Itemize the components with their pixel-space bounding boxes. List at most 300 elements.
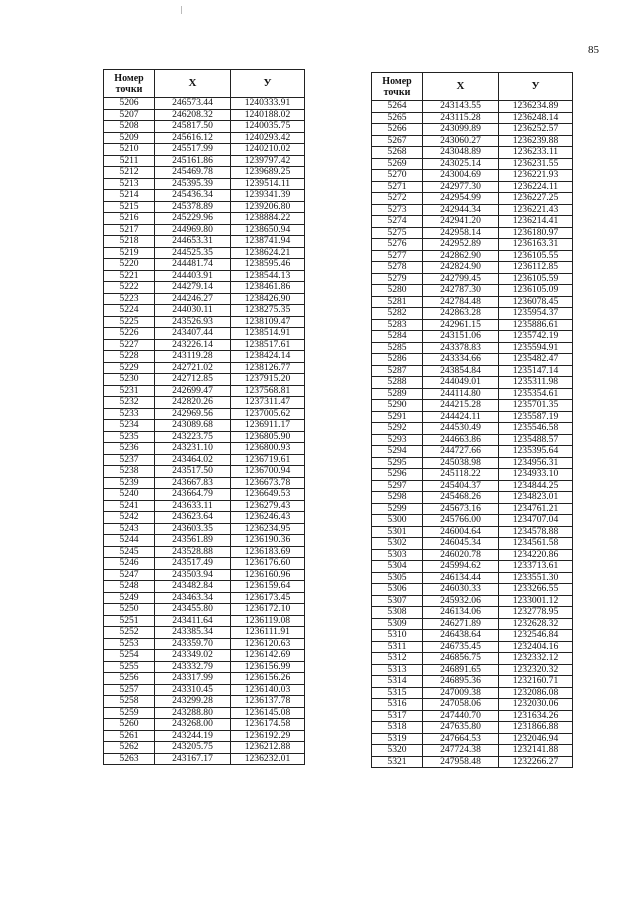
x-coordinate-cell: 247724.38: [423, 745, 499, 757]
table-row: [104, 650, 305, 662]
x-coordinate-cell: 246020.78: [423, 549, 499, 561]
y-coordinate-cell: 1235546.58: [499, 423, 573, 435]
point-number-cell: 5263: [104, 753, 155, 765]
y-coordinate-cell: 1236232.01: [231, 753, 305, 765]
table-row: [372, 227, 573, 239]
y-coordinate-cell: 1233001.12: [499, 595, 573, 607]
table-row: [104, 351, 305, 363]
x-coordinate-cell: 246891.65: [423, 664, 499, 676]
table-row: [372, 250, 573, 262]
point-number-cell: 5249: [104, 592, 155, 604]
y-coordinate-cell: 1239797.42: [231, 155, 305, 167]
table-row: [104, 213, 305, 225]
point-number-cell: 5273: [372, 204, 423, 216]
table-row: [104, 443, 305, 455]
point-number-cell: 5285: [372, 342, 423, 354]
y-coordinate-cell: 1236105.59: [499, 273, 573, 285]
table-row: [372, 733, 573, 745]
y-coordinate-cell: 1234761.21: [499, 503, 573, 515]
y-coordinate-cell: 1237311.47: [231, 397, 305, 409]
point-number-cell: 5253: [104, 638, 155, 650]
table-row: [104, 247, 305, 259]
x-coordinate-cell: 243268.00: [155, 719, 231, 731]
x-coordinate-cell: 242784.48: [423, 296, 499, 308]
x-coordinate-cell: 245118.22: [423, 469, 499, 481]
table-row: [104, 339, 305, 351]
x-coordinate-cell: 244530.49: [423, 423, 499, 435]
x-coordinate-cell: 242977.30: [423, 181, 499, 193]
x-coordinate-cell: 245378.89: [155, 201, 231, 213]
point-number-cell: 5239: [104, 477, 155, 489]
x-coordinate-cell: 242944.34: [423, 204, 499, 216]
point-number-cell: 5292: [372, 423, 423, 435]
point-number-cell: 5250: [104, 604, 155, 616]
point-number-cell: 5262: [104, 742, 155, 754]
y-coordinate-cell: 1235701.35: [499, 400, 573, 412]
point-number-cell: 5274: [372, 216, 423, 228]
table-header-row: [104, 70, 305, 98]
point-number-cell: 5302: [372, 538, 423, 550]
table-row: [104, 328, 305, 340]
table-row: [104, 684, 305, 696]
x-coordinate-cell: 243310.45: [155, 684, 231, 696]
x-coordinate-cell: 242799.45: [423, 273, 499, 285]
point-number-cell: 5290: [372, 400, 423, 412]
table-row: [104, 397, 305, 409]
y-coordinate-cell: 1236174.58: [231, 719, 305, 731]
point-number-cell: 5209: [104, 132, 155, 144]
x-coordinate-cell: 244030.11: [155, 305, 231, 317]
x-coordinate-cell: 247058.06: [423, 699, 499, 711]
y-coordinate-cell: 1232628.32: [499, 618, 573, 630]
y-coordinate-cell: 1232404.16: [499, 641, 573, 653]
y-coordinate-cell: 1236140.03: [231, 684, 305, 696]
point-number-cell: 5208: [104, 121, 155, 133]
point-number-cell: 5244: [104, 535, 155, 547]
x-coordinate-cell: 244727.66: [423, 446, 499, 458]
y-coordinate-cell: 1235742.19: [499, 331, 573, 343]
table-row: [104, 661, 305, 673]
x-coordinate-cell: 242969.56: [155, 408, 231, 420]
y-coordinate-cell: 1240333.91: [231, 98, 305, 110]
y-coordinate-cell: 1236183.69: [231, 546, 305, 558]
point-number-cell: 5280: [372, 285, 423, 297]
point-number-cell: 5315: [372, 687, 423, 699]
table-row: [104, 512, 305, 524]
header-x: X: [423, 73, 499, 101]
table-row: [372, 538, 573, 550]
x-coordinate-cell: 243463.34: [155, 592, 231, 604]
table-row: [372, 342, 573, 354]
table-row: [104, 454, 305, 466]
table-row: [104, 500, 305, 512]
point-number-cell: 5225: [104, 316, 155, 328]
point-number-cell: 5318: [372, 722, 423, 734]
x-coordinate-cell: 244525.35: [155, 247, 231, 259]
x-coordinate-cell: 243205.75: [155, 742, 231, 754]
point-number-cell: 5282: [372, 308, 423, 320]
x-coordinate-cell: 246438.64: [423, 630, 499, 642]
table-row: [372, 722, 573, 734]
table-row: [372, 584, 573, 596]
scan-artifact: [181, 6, 182, 14]
y-coordinate-cell: 1231634.26: [499, 710, 573, 722]
y-coordinate-cell: 1235594.91: [499, 342, 573, 354]
table-row: [104, 385, 305, 397]
y-coordinate-cell: 1234933.10: [499, 469, 573, 481]
y-coordinate-cell: 1236234.89: [499, 101, 573, 113]
table-row: [372, 641, 573, 653]
x-coordinate-cell: 243517.49: [155, 558, 231, 570]
x-coordinate-cell: 243407.44: [155, 328, 231, 340]
table-row: [104, 753, 305, 765]
table-row: [104, 730, 305, 742]
point-number-cell: 5291: [372, 411, 423, 423]
y-coordinate-cell: 1234823.01: [499, 492, 573, 504]
point-number-cell: 5298: [372, 492, 423, 504]
x-coordinate-cell: 246856.75: [423, 653, 499, 665]
table-row: [372, 710, 573, 722]
y-coordinate-cell: 1235482.47: [499, 354, 573, 366]
y-coordinate-cell: 1232778.95: [499, 607, 573, 619]
table-row: [372, 365, 573, 377]
y-coordinate-cell: 1236172.10: [231, 604, 305, 616]
point-number-cell: 5220: [104, 259, 155, 271]
y-coordinate-cell: 1234844.25: [499, 480, 573, 492]
page-number: 85: [588, 44, 599, 56]
y-coordinate-cell: 1238424.14: [231, 351, 305, 363]
x-coordinate-cell: 246573.44: [155, 98, 231, 110]
y-coordinate-cell: 1236159.64: [231, 581, 305, 593]
point-number-cell: 5213: [104, 178, 155, 190]
y-coordinate-cell: 1236119.08: [231, 615, 305, 627]
x-coordinate-cell: 243167.17: [155, 753, 231, 765]
table-row: [104, 408, 305, 420]
y-coordinate-cell: 1236145.08: [231, 707, 305, 719]
table-row: [372, 112, 573, 124]
point-number-cell: 5235: [104, 431, 155, 443]
table-row: [104, 523, 305, 535]
table-row: [104, 259, 305, 271]
table-row: [104, 673, 305, 685]
point-number-cell: 5283: [372, 319, 423, 331]
x-coordinate-cell: 247009.38: [423, 687, 499, 699]
y-coordinate-cell: 1234707.04: [499, 515, 573, 527]
y-coordinate-cell: 1236176.60: [231, 558, 305, 570]
y-coordinate-cell: 1236105.55: [499, 250, 573, 262]
x-coordinate-cell: 243317.99: [155, 673, 231, 685]
point-number-cell: 5234: [104, 420, 155, 432]
x-coordinate-cell: 243603.35: [155, 523, 231, 535]
y-coordinate-cell: 1233713.61: [499, 561, 573, 573]
table-row: [104, 638, 305, 650]
x-coordinate-cell: 242787.30: [423, 285, 499, 297]
x-coordinate-cell: 244663.86: [423, 434, 499, 446]
point-number-cell: 5214: [104, 190, 155, 202]
y-coordinate-cell: 1236137.78: [231, 696, 305, 708]
y-coordinate-cell: 1238741.94: [231, 236, 305, 248]
x-coordinate-cell: 243048.89: [423, 147, 499, 159]
table-row: [372, 469, 573, 481]
y-coordinate-cell: 1237568.81: [231, 385, 305, 397]
y-coordinate-cell: 1236163.31: [499, 239, 573, 251]
y-coordinate-cell: 1236248.14: [499, 112, 573, 124]
x-coordinate-cell: 243231.10: [155, 443, 231, 455]
y-coordinate-cell: 1236252.57: [499, 124, 573, 136]
point-number-cell: 5265: [372, 112, 423, 124]
x-coordinate-cell: 244424.11: [423, 411, 499, 423]
x-coordinate-cell: 245932.06: [423, 595, 499, 607]
table-row: [104, 546, 305, 558]
table-row: [372, 262, 573, 274]
y-coordinate-cell: 1236246.43: [231, 512, 305, 524]
point-number-cell: 5228: [104, 351, 155, 363]
y-coordinate-cell: 1236649.53: [231, 489, 305, 501]
x-coordinate-cell: 245229.96: [155, 213, 231, 225]
point-number-cell: 5312: [372, 653, 423, 665]
table-row: [372, 193, 573, 205]
table-row: [372, 308, 573, 320]
y-coordinate-cell: 1236173.45: [231, 592, 305, 604]
y-coordinate-cell: 1236719.61: [231, 454, 305, 466]
y-coordinate-cell: 1236160.96: [231, 569, 305, 581]
table-row: [104, 707, 305, 719]
x-coordinate-cell: 243060.27: [423, 135, 499, 147]
x-coordinate-cell: 244481.74: [155, 259, 231, 271]
table-row: [104, 696, 305, 708]
x-coordinate-cell: 243332.79: [155, 661, 231, 673]
x-coordinate-cell: 242961.15: [423, 319, 499, 331]
y-coordinate-cell: 1239514.11: [231, 178, 305, 190]
y-coordinate-cell: 1236805.90: [231, 431, 305, 443]
y-coordinate-cell: 1234220.86: [499, 549, 573, 561]
y-coordinate-cell: 1236221.43: [499, 204, 573, 216]
point-number-cell: 5287: [372, 365, 423, 377]
table-row: [372, 411, 573, 423]
y-coordinate-cell: 1236233.11: [499, 147, 573, 159]
y-coordinate-cell: 1236279.43: [231, 500, 305, 512]
x-coordinate-cell: 245468.26: [423, 492, 499, 504]
table-row: [104, 316, 305, 328]
point-number-cell: 5281: [372, 296, 423, 308]
y-coordinate-cell: 1234956.31: [499, 457, 573, 469]
table-row: [372, 664, 573, 676]
point-number-cell: 5224: [104, 305, 155, 317]
table-row: [372, 480, 573, 492]
x-coordinate-cell: 244246.27: [155, 293, 231, 305]
table-row: [372, 503, 573, 515]
table-row: [372, 377, 573, 389]
table-row: [104, 109, 305, 121]
x-coordinate-cell: 246271.89: [423, 618, 499, 630]
x-coordinate-cell: 245469.78: [155, 167, 231, 179]
point-number-cell: 5255: [104, 661, 155, 673]
point-number-cell: 5210: [104, 144, 155, 156]
y-coordinate-cell: 1239689.25: [231, 167, 305, 179]
table-row: [372, 699, 573, 711]
x-coordinate-cell: 243633.11: [155, 500, 231, 512]
table-row: [372, 181, 573, 193]
table-row: [104, 190, 305, 202]
point-number-cell: 5269: [372, 158, 423, 170]
y-coordinate-cell: 1238544.13: [231, 270, 305, 282]
x-coordinate-cell: 245616.12: [155, 132, 231, 144]
y-coordinate-cell: 1235587.19: [499, 411, 573, 423]
x-coordinate-cell: 243223.75: [155, 431, 231, 443]
table-row: [372, 572, 573, 584]
point-number-cell: 5316: [372, 699, 423, 711]
table-row: [104, 305, 305, 317]
table-row: [104, 581, 305, 593]
x-coordinate-cell: 246045.34: [423, 538, 499, 550]
x-coordinate-cell: 246208.32: [155, 109, 231, 121]
table-row: [104, 742, 305, 754]
point-number-cell: 5206: [104, 98, 155, 110]
y-coordinate-cell: 1236911.17: [231, 420, 305, 432]
y-coordinate-cell: 1237915.20: [231, 374, 305, 386]
table-row: [372, 135, 573, 147]
point-number-cell: 5268: [372, 147, 423, 159]
y-coordinate-cell: 1235954.37: [499, 308, 573, 320]
point-number-cell: 5233: [104, 408, 155, 420]
y-coordinate-cell: 1240293.42: [231, 132, 305, 144]
x-coordinate-cell: 245994.62: [423, 561, 499, 573]
y-coordinate-cell: 1236105.09: [499, 285, 573, 297]
table-row: [372, 354, 573, 366]
point-number-cell: 5226: [104, 328, 155, 340]
x-coordinate-cell: 243411.64: [155, 615, 231, 627]
x-coordinate-cell: 243151.06: [423, 331, 499, 343]
table-row: [372, 147, 573, 159]
point-number-cell: 5232: [104, 397, 155, 409]
y-coordinate-cell: 1239206.80: [231, 201, 305, 213]
coordinates-table-right: [371, 72, 573, 768]
y-coordinate-cell: 1236221.93: [499, 170, 573, 182]
point-number-cell: 5259: [104, 707, 155, 719]
y-coordinate-cell: 1240035.75: [231, 121, 305, 133]
table-row: [372, 204, 573, 216]
table-row: [372, 101, 573, 113]
table-row: [372, 388, 573, 400]
point-number-cell: 5236: [104, 443, 155, 455]
y-coordinate-cell: 1232546.84: [499, 630, 573, 642]
point-number-cell: 5247: [104, 569, 155, 581]
table-row: [104, 144, 305, 156]
table-row: [104, 420, 305, 432]
y-coordinate-cell: 1236234.95: [231, 523, 305, 535]
table-row: [104, 121, 305, 133]
point-number-cell: 5267: [372, 135, 423, 147]
y-coordinate-cell: 1236231.55: [499, 158, 573, 170]
table-row: [104, 98, 305, 110]
x-coordinate-cell: 245038.98: [423, 457, 499, 469]
y-coordinate-cell: 1238650.94: [231, 224, 305, 236]
table-row: [372, 492, 573, 504]
y-coordinate-cell: 1238514.91: [231, 328, 305, 340]
x-coordinate-cell: 243143.55: [423, 101, 499, 113]
point-number-cell: 5310: [372, 630, 423, 642]
table-row: [104, 167, 305, 179]
point-number-cell: 5314: [372, 676, 423, 688]
table-row: [372, 124, 573, 136]
y-coordinate-cell: 1235354.61: [499, 388, 573, 400]
x-coordinate-cell: 242699.47: [155, 385, 231, 397]
y-coordinate-cell: 1238426.90: [231, 293, 305, 305]
x-coordinate-cell: 243482.84: [155, 581, 231, 593]
y-coordinate-cell: 1232141.88: [499, 745, 573, 757]
y-coordinate-cell: 1232046.94: [499, 733, 573, 745]
y-coordinate-cell: 1232030.06: [499, 699, 573, 711]
point-number-cell: 5223: [104, 293, 155, 305]
table-row: [372, 434, 573, 446]
point-number-cell: 5295: [372, 457, 423, 469]
point-number-cell: 5243: [104, 523, 155, 535]
point-number-cell: 5321: [372, 756, 423, 768]
point-number-cell: 5304: [372, 561, 423, 573]
y-coordinate-cell: 1232320.32: [499, 664, 573, 676]
x-coordinate-cell: 246004.64: [423, 526, 499, 538]
x-coordinate-cell: 243854.84: [423, 365, 499, 377]
point-number-cell: 5284: [372, 331, 423, 343]
table-row: [104, 282, 305, 294]
table-row: [372, 216, 573, 228]
point-number-cell: 5211: [104, 155, 155, 167]
point-number-cell: 5252: [104, 627, 155, 639]
y-coordinate-cell: 1235147.14: [499, 365, 573, 377]
x-coordinate-cell: 243359.70: [155, 638, 231, 650]
y-coordinate-cell: 1239341.39: [231, 190, 305, 202]
point-number-cell: 5266: [372, 124, 423, 136]
x-coordinate-cell: 243089.68: [155, 420, 231, 432]
x-coordinate-cell: 244049.01: [423, 377, 499, 389]
y-coordinate-cell: 1236142.69: [231, 650, 305, 662]
table-row: [372, 285, 573, 297]
point-number-cell: 5216: [104, 213, 155, 225]
point-number-cell: 5309: [372, 618, 423, 630]
point-number-cell: 5320: [372, 745, 423, 757]
y-coordinate-cell: 1238461.86: [231, 282, 305, 294]
y-coordinate-cell: 1236180.97: [499, 227, 573, 239]
table-row: [372, 457, 573, 469]
point-number-cell: 5272: [372, 193, 423, 205]
y-coordinate-cell: 1236120.63: [231, 638, 305, 650]
point-number-cell: 5276: [372, 239, 423, 251]
x-coordinate-cell: 245404.37: [423, 480, 499, 492]
point-number-cell: 5217: [104, 224, 155, 236]
point-number-cell: 5278: [372, 262, 423, 274]
x-coordinate-cell: 243464.02: [155, 454, 231, 466]
table-row: [372, 515, 573, 527]
point-number-cell: 5218: [104, 236, 155, 248]
x-coordinate-cell: 243503.94: [155, 569, 231, 581]
x-coordinate-cell: 245517.99: [155, 144, 231, 156]
x-coordinate-cell: 243226.14: [155, 339, 231, 351]
table-row: [372, 423, 573, 435]
x-coordinate-cell: 243517.50: [155, 466, 231, 478]
x-coordinate-cell: 243561.89: [155, 535, 231, 547]
table-row: [372, 687, 573, 699]
table-row: [104, 719, 305, 731]
y-coordinate-cell: 1232160.71: [499, 676, 573, 688]
table-row: [104, 224, 305, 236]
y-coordinate-cell: 1238126.77: [231, 362, 305, 374]
y-coordinate-cell: 1235886.61: [499, 319, 573, 331]
y-coordinate-cell: 1238595.46: [231, 259, 305, 271]
point-number-cell: 5248: [104, 581, 155, 593]
table-row: [372, 756, 573, 768]
point-number-cell: 5286: [372, 354, 423, 366]
table-row: [372, 273, 573, 285]
